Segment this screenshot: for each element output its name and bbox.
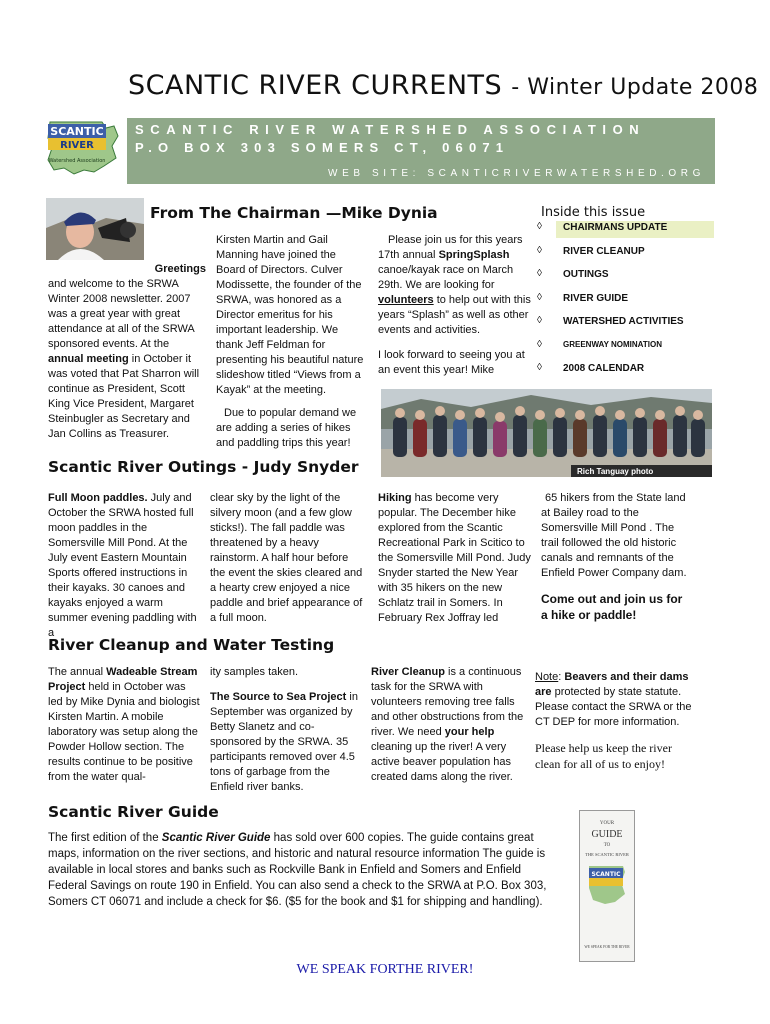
toc-item-2008-calendar[interactable]	[537, 362, 717, 386]
full-moon-bold: Full Moon paddles.	[48, 492, 148, 504]
book-tagline: WE SPEAK FOR THE RIVER	[584, 945, 630, 949]
toc-item-outings[interactable]	[537, 268, 717, 292]
cleanup-col1-text-a: The annual	[48, 666, 107, 678]
toc-label: GREENWAY NOMINATION	[563, 339, 662, 349]
note-colon: :	[558, 671, 565, 683]
cleanup-col-2	[210, 665, 365, 795]
toc-list	[537, 221, 717, 386]
cleanup-col3-text-a: is a continuous task for the SRWA with volunteers removing tree falls and other obstructions from the river. We need	[371, 666, 524, 738]
cleanup-col-3	[371, 665, 527, 785]
outings-col-4	[541, 491, 691, 623]
logo-text-river: RIVER	[60, 140, 94, 151]
outings-col-3	[378, 491, 533, 626]
photo-credit: Rich Tanguay photo	[577, 467, 654, 476]
toc-label: 2008 CALENDAR	[563, 363, 645, 374]
cleanup-col4-text: protected by state statute. Please contact the SRWA or the CT DEP for more information.	[535, 686, 692, 728]
chairman-col3-p2: I look forward to seeing you at an event this year! Mike	[378, 349, 525, 376]
cleanup-col4-p2: Please help us keep the river clean for all of us to enjoy!	[535, 741, 672, 771]
cleanup-col1-text-b: held in October was led by Mike Dynia and biologist Kirsten Martin. A mobile laboratory was setup along the Powder Hollow section. The results continue to be positive from the water qual-	[48, 681, 200, 783]
diamond-icon: ◊	[537, 291, 542, 303]
outings-col4-text: 65 hikers from the State land at Bailey road to the Somersville Mill Pond . The trail followed the old historic canals and remnants of the Enfield Power Company dam.	[541, 492, 687, 579]
chairman-col-2	[216, 233, 368, 451]
diamond-icon: ◊	[537, 221, 542, 232]
cleanup-col-4	[535, 670, 695, 772]
chairman-col3-text-c: to help out with this years “Splash” as well as other events and activities.	[378, 294, 531, 336]
logo-text-association: Watershed Association	[48, 158, 106, 164]
wadeable-bold: Wadeable Stream Project	[48, 666, 198, 693]
toc-item-river-guide[interactable]	[537, 292, 717, 316]
outings-call-to-action: Come out and join us for a hike or paddle!	[541, 592, 683, 622]
book-text-to: TO	[603, 843, 611, 848]
chairman-col1-text-b: in October it was voted that Pat Sharron will continue as President, Scott King Vice President, Margaret Steinbugler as Secretary and Jan Collins as Treasurer.	[48, 353, 200, 440]
toc-item-greenway-nomination[interactable]	[537, 339, 717, 363]
source-to-sea-bold: The Source to Sea Project	[210, 691, 347, 703]
chairman-col-3	[378, 233, 532, 378]
association-banner	[127, 118, 715, 184]
book-text-guide: GUIDE	[591, 829, 623, 840]
scantic-river-logo	[44, 116, 126, 178]
outings-col-2	[210, 491, 365, 626]
chairman-col3-text-a: Please join us for this years 17th annual	[378, 234, 523, 261]
masthead	[128, 70, 758, 101]
logo-text-scantic: SCANTIC	[50, 125, 104, 138]
cleanup-col2-text-b: in September was organized by Betty Slanetz and co-sponsored by the SRWA. 35 participants removed over 4.5 tons of garbage from the Enfield river banks.	[210, 691, 358, 793]
beavers-bold: Beavers and their dams are	[535, 671, 689, 698]
hikers-group-photo	[381, 389, 712, 477]
springsplash-bold: SpringSplash	[438, 249, 510, 261]
toc-label: RIVER GUIDE	[563, 292, 629, 304]
chairman-col3-text-b: canoe/kayak race on March 29th. We are looking for	[378, 264, 514, 291]
guide-text-b: has sold over 600 copies. The guide contains great maps, information on the river sections, and historic and natural resource information The guide is available in local stores and banks such as Rockville Bank in Enfield and Somers and Enfield Federal Savings on route 190 in Enfield. You can also send a check to the SRWA at P.O. Box 303, Somers CT 06071 and include a check for $6. ($5 for the book and $1 for shipping and handling).	[48, 832, 547, 908]
cleanup-heading: River Cleanup and Water Testing	[48, 636, 335, 654]
toc-label: WATERSHED ACTIVITIES	[563, 316, 684, 327]
your-help-bold: your help	[444, 726, 495, 738]
cleanup-col-1	[48, 665, 200, 785]
greetings-word: Greetings	[154, 263, 206, 275]
note-underlined: Note	[535, 671, 559, 683]
cleanup-col2-text-a: ity samples taken.	[210, 666, 299, 678]
chairman-col1-text-a: and welcome to the SRWA Winter 2008 newsletter. 2007 was a great year with great attendance at all of the SRWA sponsored events. At the	[48, 278, 195, 350]
toc-item-chairmans-update[interactable]	[537, 221, 717, 245]
guide-text-a: The first edition of the	[48, 832, 162, 844]
newsletter-title: SCANTIC RIVER CURRENTS	[128, 70, 503, 101]
banner-website[interactable]: WEB SITE: SCANTICRIVERWATERSHED.ORG	[328, 168, 705, 179]
chairman-photo	[46, 198, 144, 260]
chairman-col2-p2: Due to popular demand we are adding a series of hikes and paddling trips this year!	[216, 407, 357, 449]
book-text-river: THE SCANTIC RIVER	[585, 852, 629, 857]
diamond-icon: ◊	[537, 315, 542, 326]
outings-col2-text: clear sky by the light of the silvery moon (and a few glow sticks!). The fall paddle was threatened by a heavy rainstorm. A half hour before the event the skies cleared and a hearty crew enjoyed a nice paddle and brief appearance of a full moon.	[210, 492, 363, 624]
toc-label: OUTINGS	[563, 269, 609, 280]
diamond-icon: ◊	[537, 338, 542, 350]
chairman-col-1	[48, 262, 206, 442]
toc-label: RIVER CLEANUP	[563, 245, 645, 257]
toc-item-river-cleanup[interactable]	[537, 245, 717, 269]
book-logo-text: SCANTIC	[591, 871, 621, 878]
newsletter-subtitle: - Winter Update 2008	[511, 75, 759, 100]
footer-slogan: WE SPEAK FORTHE RIVER!	[296, 962, 474, 977]
guide-title-bold: Scantic River Guide	[161, 832, 271, 844]
book-text-your: YOUR	[599, 821, 615, 826]
outings-col3-text: has become very popular. The December hike explored from the Scantic Recreational Park in Scitico to the Somersville Mill Pond. Judy Snyder started the New Year with 35 hikers on the new Schlatz trail in Somers. In February Rex Joffray led	[378, 492, 531, 624]
volunteers-link[interactable]: volunteers	[378, 294, 434, 306]
diamond-icon: ◊	[537, 244, 542, 256]
river-cleanup-bold: River Cleanup	[371, 666, 445, 678]
banner-association-name: SCANTIC RIVER WATERSHED ASSOCIATION	[135, 122, 646, 137]
outings-heading: Scantic River Outings - Judy Snyder	[48, 458, 359, 476]
chairman-heading: From The Chairman —Mike Dynia	[150, 204, 438, 222]
diamond-icon: ◊	[537, 268, 542, 279]
toc-item-watershed-activities[interactable]	[537, 315, 717, 339]
banner-address: P.O BOX 303 SOMERS CT, 06071	[135, 140, 510, 155]
chairman-col2-p1: Kirsten Martin and Gail Manning have joined the Board of Directors. Culver Modissette, the founder of the SRWA, was honored as a Director emeritus for his important leadership. We thank Jeff Feldman for presenting his beautiful nature slideshow titled “Views from a Kayak” at the meeting.	[216, 234, 364, 396]
toc-title: Inside this issue	[541, 205, 646, 220]
outings-col-1	[48, 491, 200, 641]
annual-meeting-bold: annual meeting	[48, 353, 129, 365]
diamond-icon: ◊	[537, 362, 542, 373]
hiking-bold: Hiking	[378, 492, 412, 504]
river-guide-book-cover	[579, 810, 635, 962]
guide-heading: Scantic River Guide	[48, 803, 219, 821]
guide-text	[48, 830, 548, 910]
toc-label: CHAIRMANS UPDATE	[556, 221, 714, 238]
cleanup-col3-text-b: cleaning up the river! A very active beaver population has created dams along the river.	[371, 741, 513, 783]
outings-col1-text: July and October the SRWA hosted full moon paddles in the Somersville Mill Pond. At the July event Eastern Mountain Sports offered instructions in their kayaks. 30 canoes and kayaks enjoyed a warm summer evening paddling with a	[48, 492, 197, 639]
